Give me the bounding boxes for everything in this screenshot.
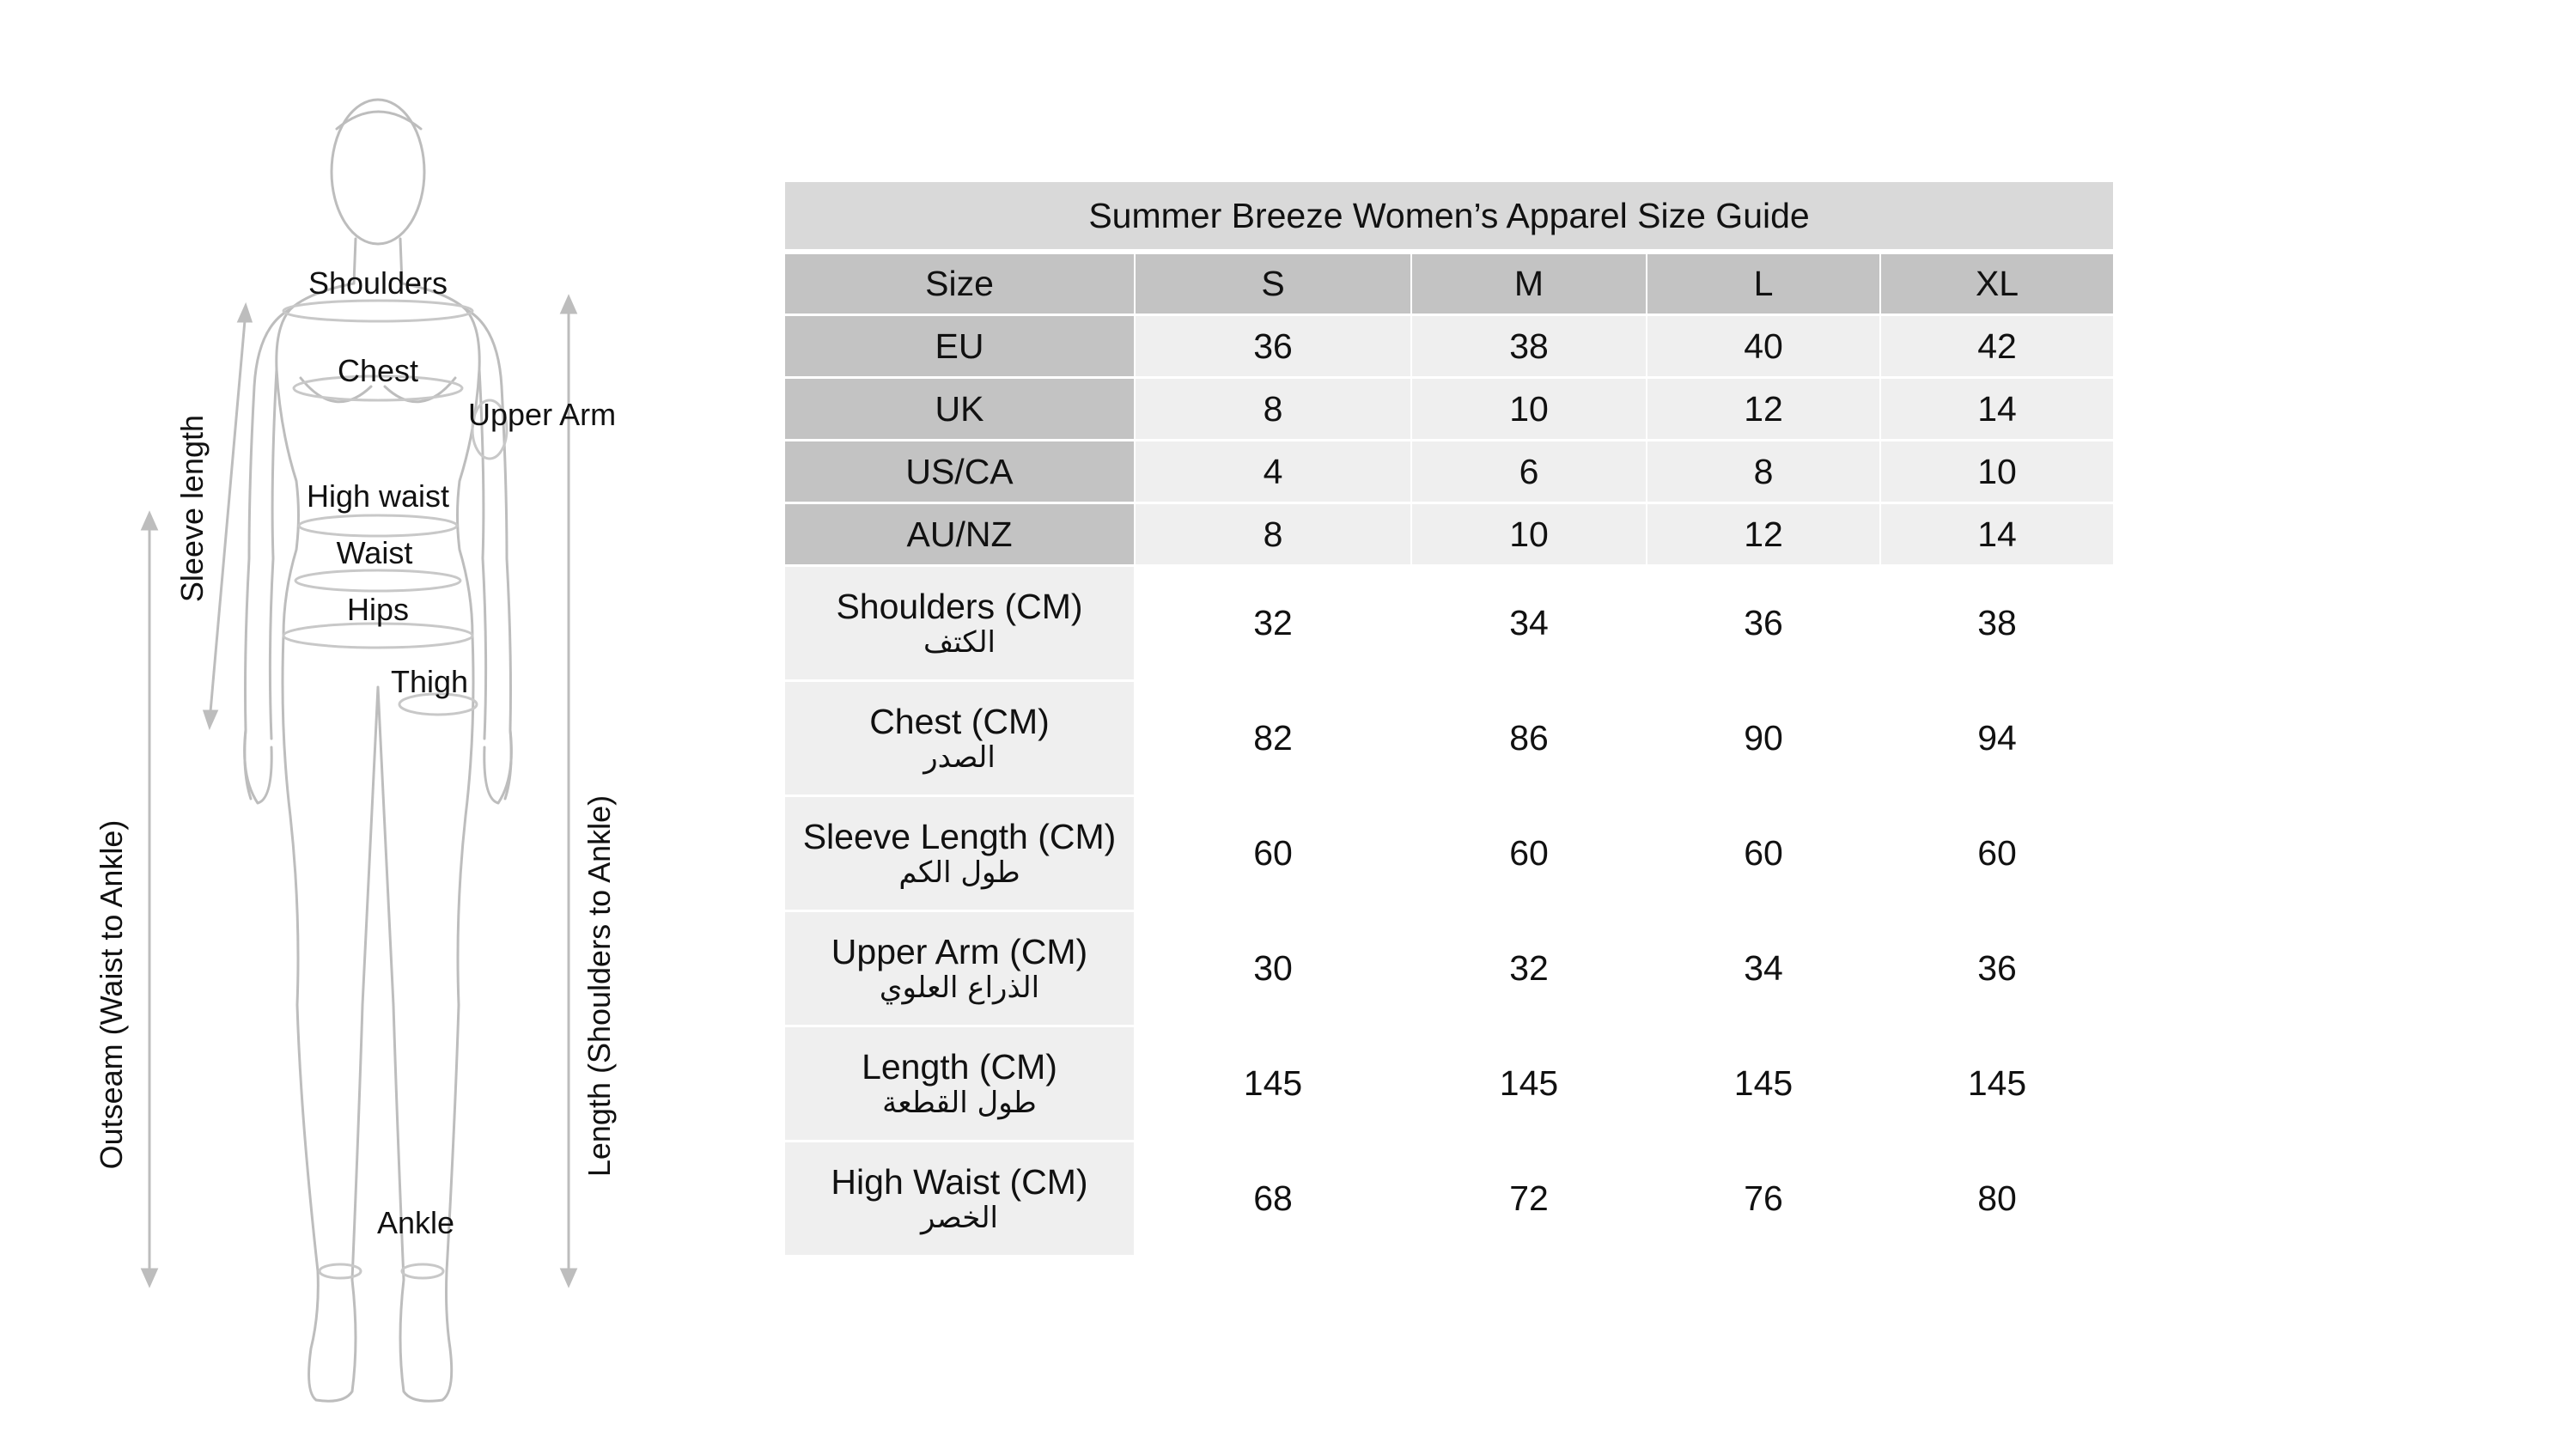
row-label-arabic: طول القطعة [882, 1086, 1037, 1121]
label-hips: Hips [346, 592, 410, 627]
row-label [785, 912, 1136, 1027]
table-row-chest [785, 682, 2115, 797]
table-header-row [785, 254, 2115, 316]
label-high-waist: High waist [306, 478, 450, 514]
table-title: Summer Breeze Women’s Apparel Size Guide [785, 182, 2115, 254]
cell-value: 76 [1647, 1142, 1881, 1257]
table-row-high-waist [785, 1142, 2115, 1257]
cell-value: 36 [1881, 912, 2115, 1027]
row-label-english: Chest (CM) [869, 701, 1050, 741]
row-label-arabic: الخصر [921, 1201, 998, 1236]
cell-value: 12 [1647, 379, 1881, 441]
row-label [785, 567, 1136, 682]
cell-value: 10 [1412, 504, 1647, 567]
row-label [785, 797, 1136, 912]
label-chest: Chest [337, 353, 419, 388]
cell-value: 12 [1647, 504, 1881, 567]
row-label [785, 1142, 1136, 1257]
cell-value: 14 [1881, 379, 2115, 441]
cell-value: 10 [1881, 441, 2115, 504]
table-row-sleeve-length [785, 797, 2115, 912]
label-ankle: Ankle [376, 1205, 455, 1240]
row-label: US/CA [785, 441, 1136, 504]
cell-value: 34 [1412, 567, 1647, 682]
cell-value: 32 [1412, 912, 1647, 1027]
row-label: AU/NZ [785, 504, 1136, 567]
body-measurement-figure [0, 0, 670, 1449]
row-label-english: Shoulders (CM) [836, 586, 1083, 626]
figure-legs [283, 636, 473, 1401]
cell-value: 8 [1136, 379, 1412, 441]
sleeve-length-arrow [210, 311, 246, 721]
row-label-english: Sleeve Length (CM) [802, 816, 1117, 856]
cell-value: 60 [1881, 797, 2115, 912]
row-label: EU [785, 316, 1136, 379]
table-row-us-ca [785, 441, 2115, 504]
cell-value: 38 [1412, 316, 1647, 379]
cell-value: 90 [1647, 682, 1881, 797]
cell-value: 68 [1136, 1142, 1412, 1257]
cell-value: 14 [1881, 504, 2115, 567]
row-label-english: High Waist (CM) [831, 1161, 1088, 1202]
cell-value: 145 [1881, 1027, 2115, 1142]
row-label-english: Upper Arm (CM) [831, 931, 1088, 971]
label-waist: Waist [336, 535, 413, 570]
label-shoulders: Shoulders [308, 265, 448, 301]
header-l: L [1647, 254, 1881, 316]
table-row-length [785, 1027, 2115, 1142]
row-label-arabic: الكتف [923, 625, 996, 661]
cell-value: 4 [1136, 441, 1412, 504]
figure-torso [277, 283, 479, 636]
cell-value: 145 [1412, 1027, 1647, 1142]
cell-value: 40 [1647, 316, 1881, 379]
row-label-arabic: الصدر [923, 740, 996, 776]
cell-value: 86 [1412, 682, 1647, 797]
cell-value: 60 [1136, 797, 1412, 912]
cell-value: 80 [1881, 1142, 2115, 1257]
header-s: S [1136, 254, 1412, 316]
cell-value: 36 [1647, 567, 1881, 682]
cell-value: 34 [1647, 912, 1881, 1027]
header-m: M [1412, 254, 1647, 316]
cell-value: 145 [1136, 1027, 1412, 1142]
cell-value: 42 [1881, 316, 2115, 379]
table-row-shoulders [785, 567, 2115, 682]
cell-value: 94 [1881, 682, 2115, 797]
size-guide-table [785, 182, 2115, 1257]
row-label-arabic: الذراع العلوي [879, 971, 1040, 1006]
label-thigh: Thigh [390, 664, 469, 699]
header-size: Size [785, 254, 1136, 316]
label-outseam: Outseam (Waist to Ankle) [94, 819, 129, 1170]
label-length: Length (Shoulders to Ankle) [582, 795, 617, 1178]
header-xl: XL [1881, 254, 2115, 316]
cell-value: 8 [1136, 504, 1412, 567]
cell-value: 36 [1136, 316, 1412, 379]
table-row-eu [785, 316, 2115, 379]
row-label: UK [785, 379, 1136, 441]
row-label-arabic: طول الكم [898, 855, 1020, 891]
row-label [785, 1027, 1136, 1142]
cell-value: 8 [1647, 441, 1881, 504]
cell-value: 145 [1647, 1027, 1881, 1142]
cell-value: 82 [1136, 682, 1412, 797]
cell-value: 10 [1412, 379, 1647, 441]
label-sleeve-length: Sleeve length [174, 414, 210, 603]
cell-value: 6 [1412, 441, 1647, 504]
cell-value: 60 [1412, 797, 1647, 912]
cell-value: 72 [1412, 1142, 1647, 1257]
table-row-uk [785, 379, 2115, 441]
row-label [785, 682, 1136, 797]
table-row-upper-arm [785, 912, 2115, 1027]
cell-value: 60 [1647, 797, 1881, 912]
table-row-au-nz [785, 504, 2115, 567]
cell-value: 32 [1136, 567, 1412, 682]
row-label-english: Length (CM) [862, 1046, 1057, 1087]
label-upper-arm: Upper Arm [468, 397, 617, 432]
cell-value: 38 [1881, 567, 2115, 682]
cell-value: 30 [1136, 912, 1412, 1027]
